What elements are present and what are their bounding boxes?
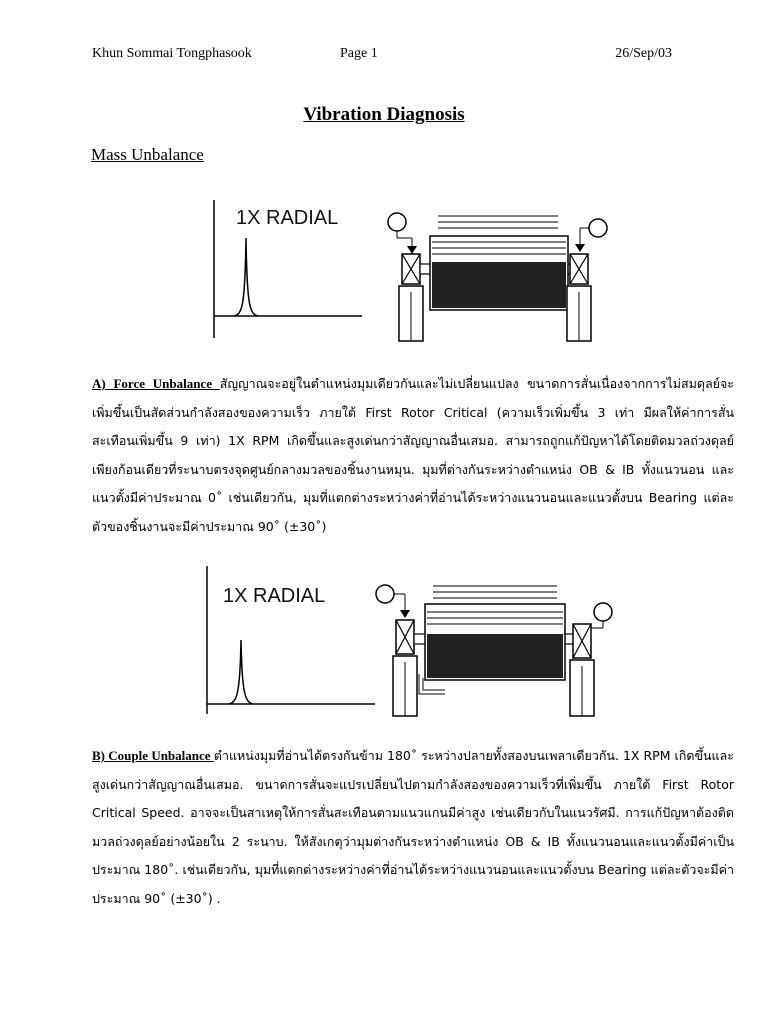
force-unbalance-text: สัญญาณจะอยู่ในตำแหน่งมุมเดียวกันและไม่เปลี่ยนแปลง ขนาดการสั่นเนื่องจากการไม่สมดุลย์จะเพิ่มขึ้นเป็นสัดส่วนกำลังสองของความเร็ว ภายใต้ First Rotor Critical (ความเร็วเพิ่มขึ้น 3 เท่า มีผลให้ค่าการสั่นสะเทือนเพิ่มขึ้น 9 เท่า) 1X RPM เกิดขึ้นและสูงเด่นกว่าสัญญาณอื่นเสมอ. สามารถถูกแก้ปัญหาได้โดยติดมวลถ่วงดุลย์เพียงก้อนเดียวที่ระนาบตรงจุดศูนย์กลางมวลของชิ้นงานหมุน. มุมที่ต่างกันระหว่างตำแหน่ง OB & IB ทั้งแนวนอน และแนวตั้งมีค่าประมาณ 0˚ เช่นเดียวกัน, มุมที่แตกต่างระหว่างค่าที่อ่านได้ระหว่างแนวนอนและแนวตั้งบน Bearing แต่ละตัวของชิ้นงานจะมีค่าประมาณ 90˚ (±30˚) (92, 376, 734, 534)
force-unbalance-heading: A) Force Unbalance (92, 376, 220, 391)
couple-unbalance-figure (205, 564, 615, 719)
header-page-number: Page 1 (340, 46, 378, 61)
couple-unbalance-paragraph (92, 742, 734, 913)
force-unbalance-paragraph (92, 370, 734, 541)
couple-unbalance-diagram (205, 564, 615, 719)
spectrum-label: 1X RADIAL (236, 207, 339, 229)
couple-unbalance-text: ตำแหน่งมุมที่อ่านได้ตรงกันข้าม 180˚ ระหว่างปลายทั้งสองบนเพลาเดียวกัน. 1X RPM เกิดขึ้นและสูงเด่นกว่าสัญญาณอื่นเสมอ. ขนาดการสั่นจะแปรเปลี่ยนไปตามกำลังสองของความเร็วที่เพิ่มขึ้น ภายใต้ First Rotor Critical Speed. อาจจะเป็นสาเหตุให้การสั่นสะเทือนตามแนวแกนมีค่าสูง เช่นเดียวกับในแนวรัศมี. การแก้ปัญหาต้องติดมวลถ่วงดุลย์อย่างน้อยใน 2 ระนาบ. ให้สังเกตุว่ามุมต่างกันระหว่างตำแหน่ง OB & IB ทั้งแนวนอนและแนวตั้งมีค่าเป็นประมาณ 180˚. เช่นเดียวกัน, มุมที่แตกต่างระหว่างค่าที่อ่านได้ระหว่างแนวนอนและแนวตั้งบน Bearing แต่ละตัวจะมีค่าประมาณ 90˚ (±30˚) . (92, 748, 734, 906)
peak-1x (234, 238, 258, 316)
spectrum-label: 1X RADIAL (223, 585, 326, 607)
peak-1x (229, 640, 253, 704)
header-author: Khun Sommai Tongphasook (92, 46, 252, 61)
page-header (92, 46, 672, 66)
force-unbalance-diagram (212, 198, 612, 343)
couple-unbalance-heading: B) Couple Unbalance (92, 748, 214, 763)
header-date: 26/Sep/03 (615, 46, 672, 61)
document-title: Vibration Diagnosis (303, 104, 465, 125)
force-unbalance-figure (212, 198, 612, 343)
section-heading: Mass Unbalance (91, 145, 204, 164)
